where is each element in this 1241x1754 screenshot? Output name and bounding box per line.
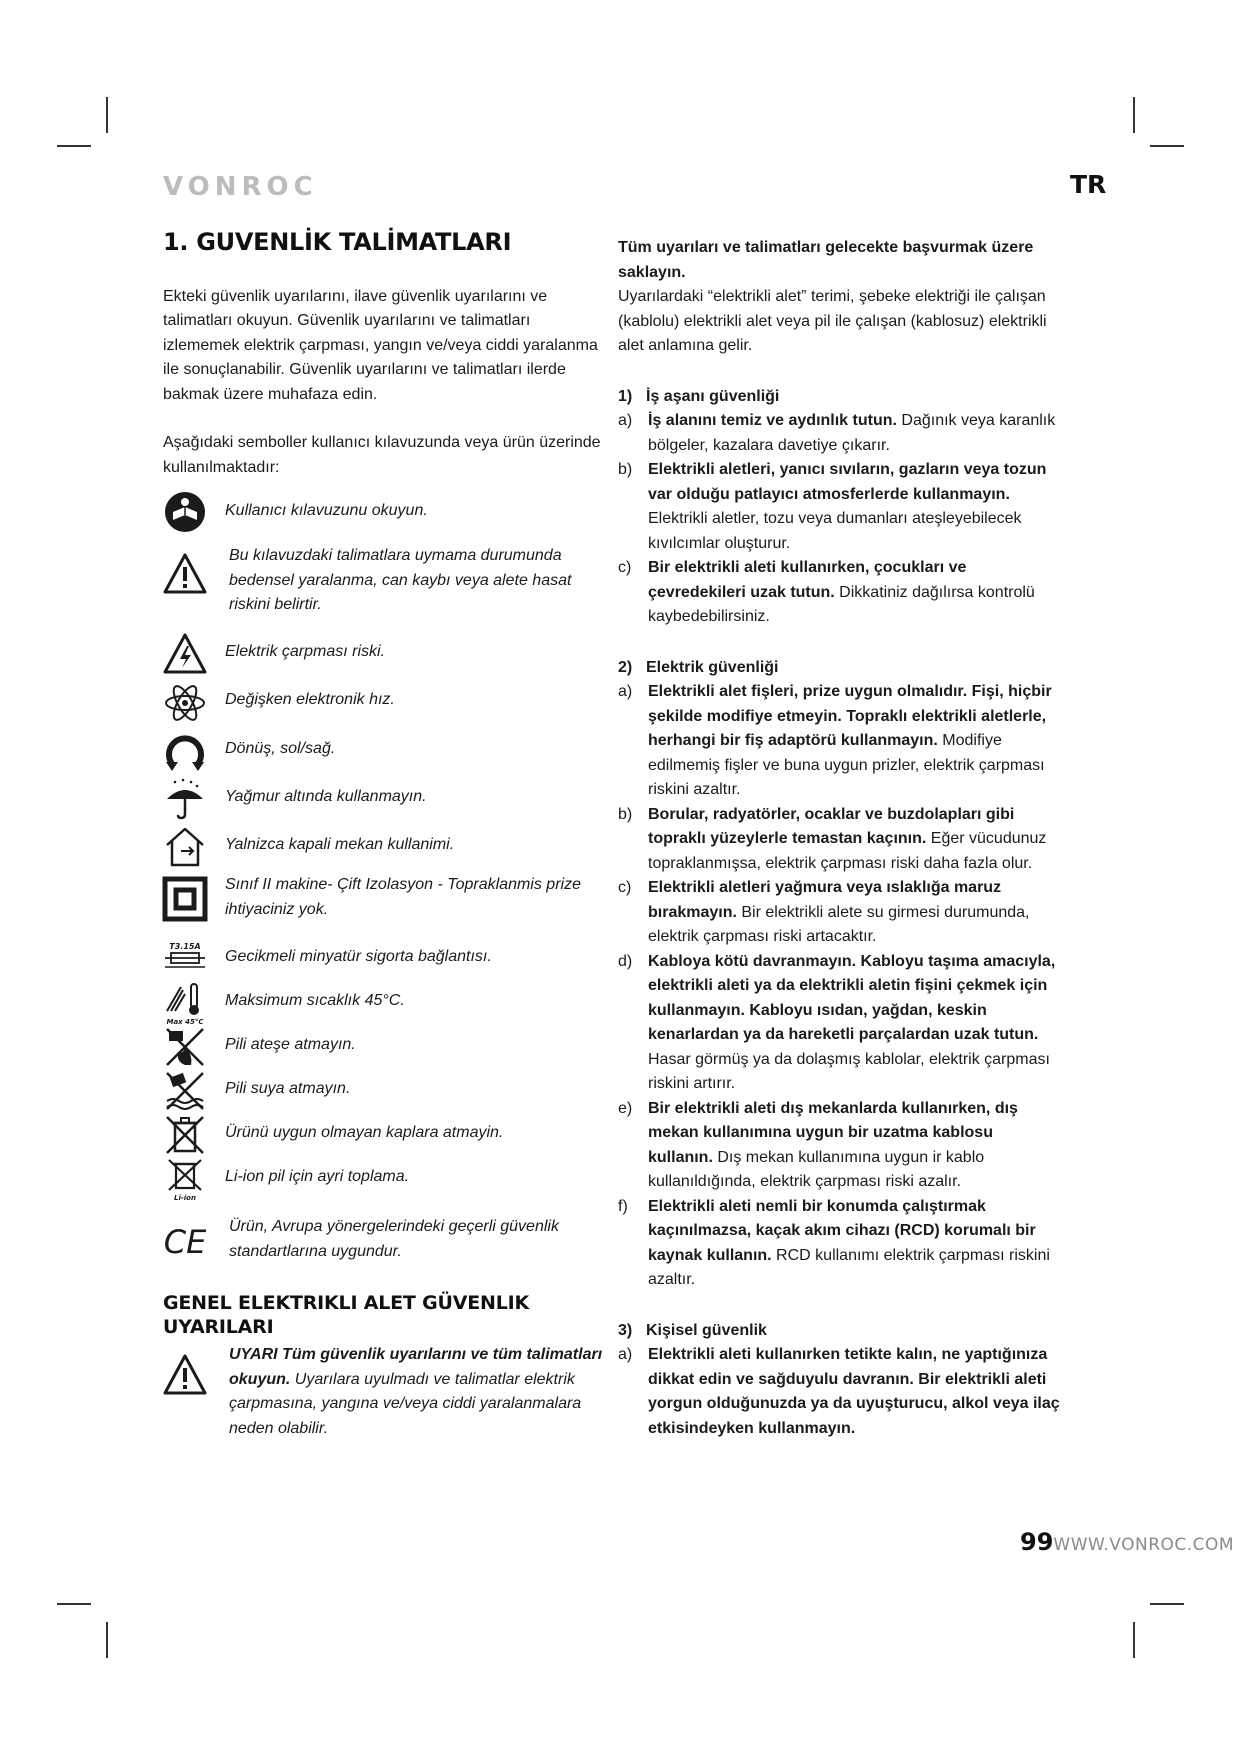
symbol-row (163, 825, 603, 869)
list-item: c) Elektrikli aletleri yağmura veya ıslaklığa maruz bırakmayın. Bir elektrikli alete su girmesi durumunda, elektrik çarpması riski artacaktır. (618, 879, 1030, 945)
language-code: TR (1070, 170, 1107, 199)
crop-mark (1150, 145, 1184, 147)
symbol-row (163, 1113, 603, 1157)
warning-icon (163, 1353, 207, 1397)
crop-mark (1133, 1622, 1135, 1658)
crop-mark (1150, 1603, 1184, 1605)
symbol-row (163, 937, 603, 981)
symbol-row (163, 1069, 603, 1113)
symbol-label: Dönüş, sol/sağ. (225, 740, 336, 757)
symbol-row (163, 873, 603, 923)
page-footer (1020, 1528, 1235, 1556)
warning-text: Uyarılara uyulmadı ve talimatlar elektrik çarpmasına, yangına ve/veya ciddi yaralanmalara neden olabilir. (229, 1370, 582, 1437)
no-water-icon (163, 1069, 207, 1113)
indoor-use-icon (163, 825, 207, 869)
symbol-label: Pili suya atmayın. (225, 1080, 351, 1097)
symbol-row (163, 1215, 603, 1265)
section-heading-title: İş aşanı güvenliği (646, 387, 780, 405)
symbol-row (163, 681, 603, 725)
ce-label: CE (163, 1223, 207, 1261)
list-item: a) İş alanını temiz ve aydınlık tutun. Dağınık veya karanlık bölgeler, kazalara davetiye çıkarır. (618, 412, 1056, 454)
rotation-icon (163, 729, 207, 773)
symbols-intro: Aşağıdaki semboller kullanıcı kılavuzunda veya ürün üzerinde kullanılmaktadır: (163, 434, 601, 476)
no-rain-icon (163, 777, 207, 821)
symbol-label: Ürünü uygun olmayan kaplara atmayin. (225, 1124, 504, 1141)
fuse-icon (163, 937, 207, 981)
section-heading: 2) Elektrik güvenliği (618, 658, 779, 676)
symbol-row (163, 729, 603, 773)
symbol-row (163, 632, 603, 676)
symbol-label: Bu kılavuzdaki talimatlara uymama durumunda bedensel yaralanma, can kaybı veya alete hasat riskini belirtir. (229, 547, 572, 613)
symbol-label: Yağmur altında kullanmayın. (225, 788, 427, 805)
keep-instructions: Tüm uyarıları ve talimatları gelecekte başvurmak üzere saklayın. (618, 239, 1034, 281)
warning-bold: UYARI Tüm güvenlik uyarılarını ve tüm talimatları okuyun. (229, 1346, 603, 1388)
max-temperature-icon (163, 981, 207, 1025)
list-item: c) Bir elektrikli aleti kullanırken, çocukları ve çevredekileri uzak tutun. Dikkatiniz dağılırsa kontrolü kaybedebilirsiniz. (618, 559, 1035, 625)
symbol-label: Elektrik çarpması riski. (225, 643, 386, 660)
symbol-row (163, 490, 603, 534)
section-heading: 3) Kişisel güvenlik (618, 1321, 767, 1339)
list-item: a) Elektrikli alet fişleri, prize uygun olmalıdır. Fişi, hiçbir şekilde modifiye etmeyin. Topraklı elektrikli aletlerle, herhangi bir fiş adaptörü kullanmayın. Modifiye edilmemiş fişler ve buna uygun prizler, elektrik çarpması riskini azaltır. (618, 683, 1052, 798)
symbol-row (163, 981, 603, 1025)
symbol-label: Gecikmeli minyatür sigorta bağlantısı. (225, 948, 492, 965)
symbol-label: Değişken elektronik hız. (225, 691, 395, 708)
symbol-label: Sınıf II makine- Çift Izolasyon - Topraklanmis prize ihtiyaciniz yok. (225, 876, 581, 918)
crop-mark (57, 1603, 91, 1605)
symbol-label: Ürün, Avrupa yönergelerindeki geçerli güvenlik standartlarına uygundur. (229, 1218, 559, 1260)
list-item: b) Borular, radyatörler, ocaklar ve buzdolapları gibi topraklı yüzeylerle temastan kaçının. Eğer vücudunuz topraklanmışsa, elektrik çarpması riski daha fazla olur. (618, 805, 1047, 872)
symbol-label: Maksimum sıcaklık 45°C. (225, 992, 405, 1009)
brand-logo: VONROC (163, 172, 318, 202)
electric-shock-icon (163, 632, 207, 676)
max-temp-label: Max 45°C (166, 1018, 204, 1026)
section-heading-title: Kişisel güvenlik (646, 1321, 767, 1339)
crop-mark (1133, 97, 1135, 133)
fuse-label: T3.15A (169, 942, 201, 951)
read-manual-icon (163, 490, 207, 534)
symbol-label: Kullanıcı kılavuzunu okuyun. (225, 502, 428, 519)
electronic-speed-icon (163, 681, 207, 725)
li-ion-label: Li-ion (174, 1194, 196, 1202)
right-column (618, 236, 1060, 1441)
section-heading-title: Elektrik güvenliği (646, 658, 779, 676)
symbol-row (163, 1025, 603, 1069)
list-item: a) Elektrikli aleti kullanırken tetikte kalın, ne yaptığınıza dikkat edin ve sağduyulu davranın. Bir elektrikli aleti yorgun olduğunuzda ya da uyuşturucu, alkol veya ilaç etkisindeyken kullanmayın. (618, 1346, 1060, 1437)
crop-mark (106, 1622, 108, 1658)
section-title: 1. GUVENLİK TALİMATLARI (163, 228, 512, 256)
crop-mark (106, 97, 108, 133)
warning-icon (163, 552, 207, 596)
symbol-label: Yalnizca kapali mekan kullanimi. (225, 836, 455, 853)
crop-mark (57, 145, 91, 147)
list-item: f) Elektrikli aleti nemli bir konumda çalıştırmak kaçınılmazsa, kaçak akım cihazı (RCD) korumalı bir kaynak kullanın. RCD kullanımı elektrik çarpması riskini azaltır. (618, 1197, 1050, 1288)
list-item: e) Bir elektrikli aleti dış mekanlarda kullanırken, dış mekan kullanımına uygun bir uzatma kablosu kullanın. Dış mekan kullanımına uygun ir kablo kullanıldığında, elektrik çarpması riski azalır. (618, 1099, 1018, 1190)
left-column (163, 230, 603, 1441)
list-item: b) Elektrikli aletleri, yanıcı sıvıların, gazların veya tozun var olduğu patlayıcı atmosferlerde kullanmayın. Elektrikli aletler, tozu veya dumanları ateşleyebilecek kıvılcımlar oluşturur. (618, 461, 1047, 552)
symbol-row (163, 544, 603, 618)
li-ion-recycle-icon (163, 1157, 207, 1201)
list-item: d) Kabloya kötü davranmayın. Kabloyu taşıma amacıyla, elektrikli aleti ya da elektrikli aletin fişini çekmek için kullanmayın. Kabloyu ısıdan, yağdan, keskin kenarlardan ya da hareketli parçalardan uzak tutun. Hasar görmüş ya da dolaşmış kablolar, elektrik çarpması riskini artırır. (618, 952, 1056, 1092)
class-ii-icon (163, 877, 207, 921)
symbol-label: Li-ion pil için ayri toplama. (225, 1168, 410, 1185)
website-link[interactable]: WWW.VONROC.COM (1053, 1535, 1235, 1555)
page-number: 99 (1020, 1528, 1054, 1556)
intro-paragraph: Ekteki güvenlik uyarılarını, ilave güvenlik uyarılarını ve talimatları okuyun. Güvenlik uyarılarını ve talimatları izlememek elektrik çarpması, yangın ve/veya ciddi yaralanma ile sonuçlanabilir. Güvenlik uyarılarını ve talimatları ilerde bakmak üzere muhafaza edin. (163, 287, 598, 403)
definition-paragraph: Uyarılardaki “elektrikli alet” terimi, şebeke elektriği ile çalışan (kablolu) elektrikli alet veya pil ile çalışan (kablosuz) elektrikli alet anlamına gelir. (618, 288, 1047, 354)
symbol-row (163, 1157, 603, 1201)
general-warnings-title: GENEL ELEKTRIKLI ALET GÜVENLIK UYARILARI (163, 1292, 530, 1338)
no-fire-icon (163, 1025, 207, 1069)
ce-mark-icon (163, 1219, 207, 1263)
warning-block (163, 1343, 603, 1441)
section-heading: 1) İş aşanı güvenliği (618, 387, 780, 405)
symbol-row (163, 777, 603, 821)
symbol-label: Pili ateşe atmayın. (225, 1036, 356, 1053)
no-bin-icon (163, 1113, 207, 1157)
